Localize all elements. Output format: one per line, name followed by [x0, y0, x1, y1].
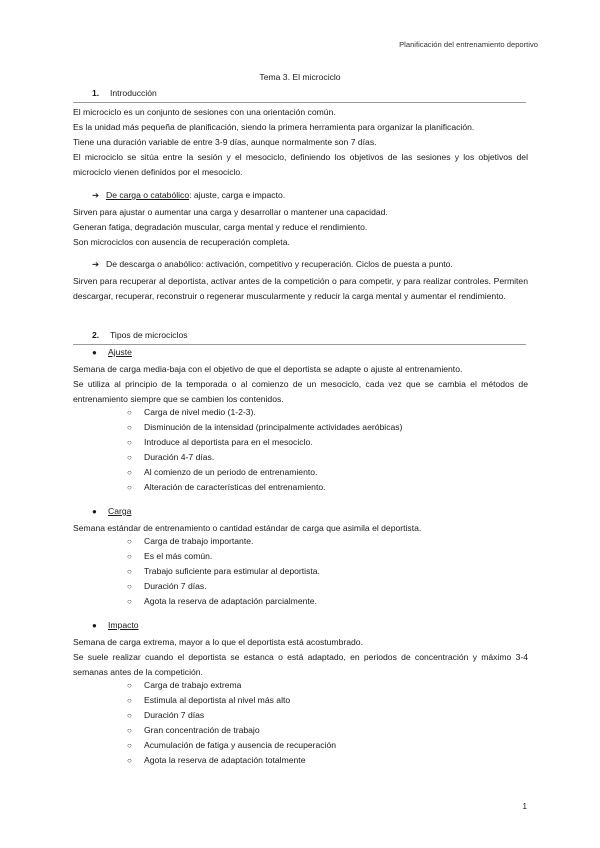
section-rule: [73, 102, 526, 103]
list-item: [127, 740, 336, 750]
arrow-item-label: De carga o catabólico: [106, 190, 190, 200]
circle-bullet-icon: ○: [127, 681, 132, 690]
bullet-heading-carga: [92, 506, 131, 516]
circle-bullet-icon: ○: [127, 726, 132, 735]
list-item-text: Acumulación de fatiga y ausencia de recuperación: [144, 740, 337, 750]
bullet-label: Impacto: [108, 620, 139, 630]
circle-bullet-icon: ○: [127, 438, 132, 447]
circle-bullet-icon: ○: [127, 597, 132, 606]
list-item-text: Estimula al deportista al nivel más alto: [144, 695, 291, 705]
paragraph-line: Semana estándar de entrenamiento o cantidad estándar de carga que asimila el deportista.: [73, 523, 422, 533]
paragraph-line: Es la unidad más pequeña de planificación, siendo la primera herramienta para organizar la planificación.: [73, 122, 475, 132]
list-item-text: Duración 7 días: [144, 710, 205, 720]
list-item-text: Duración 7 días.: [144, 581, 207, 591]
section-number: 2.: [92, 330, 100, 340]
bullet-heading-ajuste: [92, 347, 132, 357]
list-item: [127, 452, 214, 462]
list-item-text: Carga de nivel medio (1-2-3).: [144, 407, 256, 417]
list-item: [127, 725, 260, 735]
bullet-icon: ●: [92, 621, 97, 630]
bullet-label: Carga: [108, 506, 132, 516]
bullet-label: Ajuste: [108, 347, 132, 357]
section-heading-introduccion: [92, 88, 157, 98]
arrow-icon: ➔: [92, 259, 100, 269]
paragraph: Sirven para recuperar al deportista, activar antes de la competición o para competir, y para realizar controles. Permiten descargar, recuperar, reconstruir o regenerar muscularmente y reducir la carga mental y aumentar el rendimiento.: [73, 276, 528, 301]
arrow-item-carga: [92, 190, 285, 201]
circle-bullet-icon: ○: [127, 741, 132, 750]
circle-bullet-icon: ○: [127, 483, 132, 492]
list-item-text: Trabajo suficiente para estimular al deportista.: [144, 566, 320, 576]
arrow-item-text: De descarga o anabólico: activación, competitivo y recuperación. Ciclos de puesta a punto.: [106, 259, 453, 269]
circle-bullet-icon: ○: [127, 468, 132, 477]
list-item-text: Introduce al deportista para en el mesociclo.: [144, 437, 313, 447]
circle-bullet-icon: ○: [127, 537, 132, 546]
paragraph-line: Son microciclos con ausencia de recuperación completa.: [73, 237, 290, 247]
paragraph-line: El microciclo es un conjunto de sesiones con una orientación común.: [73, 107, 336, 117]
list-item: [127, 755, 305, 765]
list-item: [127, 596, 317, 606]
circle-bullet-icon: ○: [127, 582, 132, 591]
circle-bullet-icon: ○: [127, 423, 132, 432]
paragraph-line: Semana de carga media-baja con el objetivo de que el deportista se adapte o ajuste al entrenamiento.: [73, 364, 463, 374]
list-item: [127, 581, 207, 591]
list-item: [127, 482, 326, 492]
running-header: Planificación del entrenamiento deportivo: [399, 40, 538, 49]
circle-bullet-icon: ○: [127, 567, 132, 576]
circle-bullet-icon: ○: [127, 696, 132, 705]
list-item: [127, 437, 313, 447]
circle-bullet-icon: ○: [127, 408, 132, 417]
list-item: [127, 695, 290, 705]
paragraph: El microciclo se sitúa entre la sesión y el mesociclo, definiendo los objetivos de las sesiones y los objetivos del microciclo vienen definidos por el mesociclo.: [73, 152, 528, 177]
bullet-heading-impacto: [92, 620, 139, 630]
list-item-text: Disminución de la intensidad (principalmente actividades aeróbicas): [144, 422, 403, 432]
circle-bullet-icon: ○: [127, 711, 132, 720]
bullet-icon: ●: [92, 348, 97, 357]
list-item: [127, 710, 204, 720]
arrow-item-descarga: [92, 259, 453, 270]
section-title: Tipos de microciclos: [110, 330, 188, 340]
section-heading-tipos: [92, 330, 188, 340]
list-item-text: Duración 4-7 días.: [144, 452, 215, 462]
document-title: Tema 3. El microciclo: [259, 72, 341, 82]
list-item: [127, 422, 402, 432]
list-item: [127, 407, 256, 417]
section-title: Introducción: [110, 88, 157, 98]
list-item-text: Alteración de características del entrenamiento.: [144, 482, 326, 492]
arrow-item-text: : ajuste, carga e impacto.: [189, 190, 286, 200]
paragraph: Se suele realizar cuando el deportista se estanca o está adaptado, en periodos de concentración y máximo 3-4 semanas antes de la competición.: [73, 652, 528, 677]
circle-bullet-icon: ○: [127, 453, 132, 462]
bullet-icon: ●: [92, 507, 97, 516]
circle-bullet-icon: ○: [127, 552, 132, 561]
paragraph-line: Semana de carga extrema, mayor a lo que el deportista está acostumbrado.: [73, 637, 363, 647]
section-number: 1.: [92, 88, 100, 98]
list-item-text: Es el más común.: [144, 551, 213, 561]
list-item: [127, 467, 317, 477]
list-item-text: Al comienzo de un periodo de entrenamiento.: [144, 467, 318, 477]
list-item: [127, 566, 320, 576]
list-item-text: Agota la reserva de adaptación totalmente: [144, 755, 306, 765]
list-item: [127, 536, 253, 546]
paragraph-line: Sirven para ajustar o aumentar una carga y desarrollar o mantener una capacidad.: [73, 207, 388, 217]
arrow-icon: ➔: [92, 190, 100, 200]
circle-bullet-icon: ○: [127, 756, 132, 765]
section-rule: [73, 344, 526, 345]
list-item-text: Carga de trabajo importante.: [144, 536, 254, 546]
list-item-text: Gran concentración de trabajo: [144, 725, 260, 735]
page-number: 1: [522, 802, 527, 811]
list-item-text: Carga de trabajo extrema: [144, 680, 242, 690]
list-item: [127, 551, 212, 561]
list-item-text: Agota la reserva de adaptación parcialmente.: [144, 596, 317, 606]
paragraph-line: Tiene una duración variable de entre 3-9 días, aunque normalmente son 7 días.: [73, 137, 377, 147]
paragraph-line: Generan fatiga, degradación muscular, carga mental y reduce el rendimiento.: [73, 222, 368, 232]
paragraph: Se utiliza al principio de la temporada o al comienzo de un mesociclo, cada vez que se cambia el métodos de entrenamiento siempre que se cambien los contenidos.: [73, 379, 528, 404]
list-item: [127, 680, 241, 690]
